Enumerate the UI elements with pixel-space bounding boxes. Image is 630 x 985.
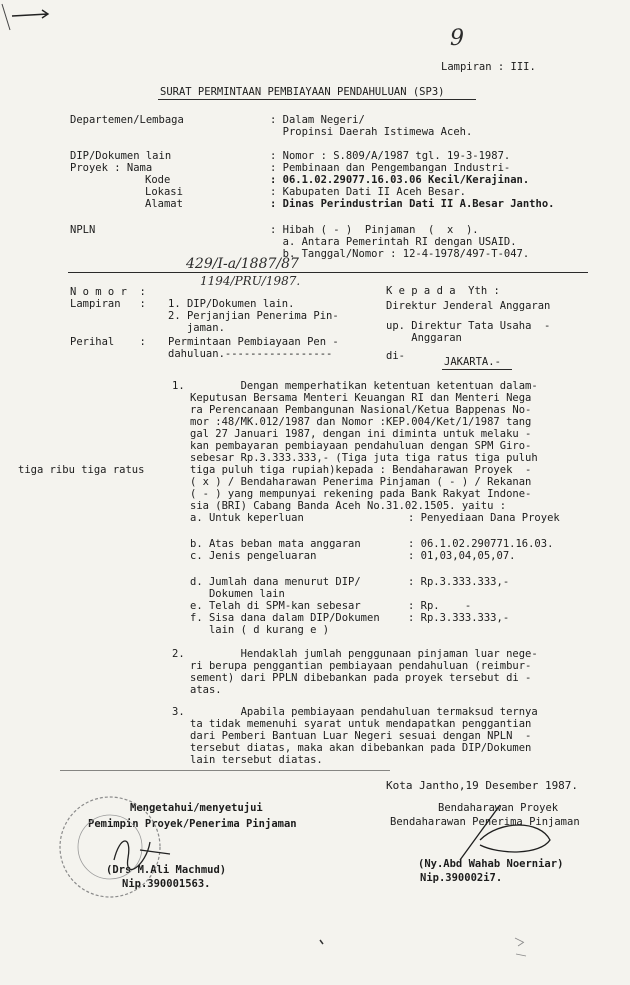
city-underline [442, 369, 512, 370]
proyek-label: Proyek : Nama [70, 162, 153, 174]
di-label: di- [386, 350, 405, 362]
p1-number: 1. [172, 380, 185, 392]
right-sign-line-1: Bendaharawan Proyek [438, 802, 559, 814]
kode-value: : 06.1.02.29077.16.03.06 Kecil/Kerajinan. [270, 174, 530, 186]
lampiran-item-2: 2. Perjanjian Penerima Pin- [168, 310, 339, 322]
right-signer-name: (Ny.Abd Wahab Noerniar) [418, 858, 564, 870]
proyek-value: : Pembinaan dan Pengembangan Industri- [270, 162, 511, 174]
perihal-label: Perihal : [70, 336, 146, 348]
p3-line: tersebut diatas, maka akan dibebankan pada DIP/Dokumen [190, 742, 532, 754]
left-signer-name: (Drs M.Ali Machmud) [106, 864, 227, 876]
p1-line: mor :48/MK.012/1987 dan Nomor :KEP.004/Ket/1/1987 tang [190, 416, 532, 428]
place-date: Kota Jantho,19 Desember 1987. [386, 779, 579, 792]
p1-line: Dengan memperhatikan ketentuan ketentuan dalam- [190, 380, 538, 392]
p3-line: Apabila pembiayaan pendahuluan termaksud ternya [190, 706, 538, 718]
nomor-label: N o m o r : [70, 286, 146, 298]
p1-line: ( - ) yang mempunyai rekening pada Bank Rakyat Indone- [190, 488, 532, 500]
handwritten-number-2: 1194/PRU/1987. [200, 274, 301, 288]
item-label: lain ( d kurang e ) [190, 624, 330, 636]
attachment-label: Lampiran : III. [441, 61, 536, 73]
lampiran-item-3: jaman. [168, 322, 225, 334]
destination-city: JAKARTA.- [444, 356, 501, 368]
item-label: f. Sisa dana dalam DIP/Dokumen [190, 612, 380, 624]
lokasi-value: : Kabupaten Dati II Aceh Besar. [270, 186, 466, 198]
npln-value-1: : Hibah ( - ) Pinjaman ( x ). [270, 224, 479, 236]
item-label: a. Untuk keperluan [190, 512, 304, 524]
kode-label: Kode [145, 174, 171, 186]
kepada-label: K e p a d a Yth : [386, 285, 500, 297]
p3-number: 3. [172, 706, 185, 718]
dept-value-1: : Dalam Negeri/ [270, 114, 365, 126]
left-sign-line-1: Mengetahui/menyetujui [130, 802, 263, 814]
item-value: : Rp.3.333.333,- [408, 612, 510, 624]
p1-line: sebesar Rp.3.333.333,- (Tiga juta tiga ratus tiga puluh [190, 452, 538, 464]
lokasi-label: Lokasi [145, 186, 183, 198]
lampiran-label: Lampiran : [70, 298, 146, 310]
p3-line: lain tersebut diatas. [190, 754, 323, 766]
p1-line: ra Perencanaan Pembangunan Nasional/Ketua Bappenas No- [190, 404, 532, 416]
left-signature [110, 830, 180, 870]
item-label: e. Telah di SPM-kan sebesar [190, 600, 361, 612]
item-value: : Penyediaan Dana Proyek [408, 512, 560, 524]
right-signature [440, 800, 580, 870]
item-value: : 01,03,04,05,07. [408, 550, 516, 562]
document-title: SURAT PERMINTAAN PEMBIAYAAN PENDAHULUAN (SP3) [160, 86, 445, 98]
p2-line: atas. [190, 684, 222, 696]
recipient-line-1: Direktur Jenderal Anggaran [386, 300, 551, 312]
perihal-line-1: Permintaan Pembiayaan Pen - [168, 336, 339, 348]
item-value: : 06.1.02.290771.16.03. [408, 538, 554, 550]
p3-line: dari Pemberi Bantuan Luar Negeri sesuai dengan NPLN - [190, 730, 532, 742]
dept-label: Departemen/Lembaga [70, 114, 184, 126]
p1-line: gal 27 Januari 1987, dengan ini diminta untuk melaku - [190, 428, 532, 440]
alamat-label: Alamat [145, 198, 183, 210]
closing-rule [60, 770, 390, 771]
p1-line: kan pembayaran pembiayaan pendahuluan dengan SPM Giro- [190, 440, 532, 452]
right-sign-line-2: Bendaharawan Penerima Pinjaman [390, 816, 580, 828]
left-signer-nip: Nip.390001563. [122, 878, 211, 890]
recipient-line-3: Anggaran [386, 332, 462, 344]
npln-value-2: a. Antara Pemerintah RI dengan USAID. [270, 236, 517, 248]
p1-line: tiga puluh tiga rupiah)kepada : Bendaharawan Proyek - [190, 464, 532, 476]
margin-note: tiga ribu tiga ratus [18, 464, 145, 476]
item-value: : Rp.3.333.333,- [408, 576, 510, 588]
p1-line: ( x ) / Bendaharawan Penerima Pinjaman ( - ) / Rekanan [190, 476, 532, 488]
item-label: d. Jumlah dana menurut DIP/ [190, 576, 361, 588]
handwritten-number: 429/I-a/1887/87 [186, 256, 299, 272]
perihal-line-2: dahuluan.----------------- [168, 348, 333, 360]
lampiran-item-1: 1. DIP/Dokumen lain. [168, 298, 295, 310]
item-label: b. Atas beban mata anggaran [190, 538, 361, 550]
separator-rule [68, 272, 588, 273]
corner-marks [0, 0, 60, 40]
p1-line: Keputusan Bersama Menteri Keuangan RI dan Menteri Nega [190, 392, 532, 404]
npln-label: NPLN [70, 224, 96, 236]
item-value: : Rp. - [408, 600, 472, 612]
p2-line: Hendaklah jumlah penggunaan pinjaman luar nege- [190, 648, 538, 660]
dip-value: : Nomor : S.809/A/1987 tgl. 19-3-1987. [270, 150, 511, 162]
dip-label: DIP/Dokumen lain [70, 150, 172, 162]
p2-number: 2. [172, 648, 185, 660]
right-signer-nip: Nip.390002i7. [420, 872, 503, 884]
item-label: c. Jenis pengeluaran [190, 550, 317, 562]
npln-value-3: b. Tanggal/Nomor : 12-4-1978/497-T-047. [270, 248, 530, 260]
p2-line: ri berupa penggantian pembiayaan pendahuluan (reimbur- [190, 660, 532, 672]
title-underline [158, 99, 476, 100]
item-label: Dokumen lain [190, 588, 285, 600]
p2-line: sement) dari PPLN dibebankan pada proyek tersebut di - [190, 672, 532, 684]
p3-line: ta tidak memenuhi syarat untuk mendapatkan penggantian [190, 718, 532, 730]
alamat-value: : Dinas Perindustrian Dati II A.Besar Jantho. [270, 198, 555, 210]
stray-marks [320, 930, 560, 980]
left-sign-line-2: Pemimpin Proyek/Penerima Pinjaman [88, 818, 297, 830]
dept-value-2: Propinsi Daerah Istimewa Aceh. [270, 126, 473, 138]
page-number: 9 [450, 26, 464, 51]
p1-line: sia (BRI) Cabang Banda Aceh No.31.02.1505. yaitu : [190, 500, 507, 512]
recipient-line-2: up. Direktur Tata Usaha - [386, 320, 551, 332]
